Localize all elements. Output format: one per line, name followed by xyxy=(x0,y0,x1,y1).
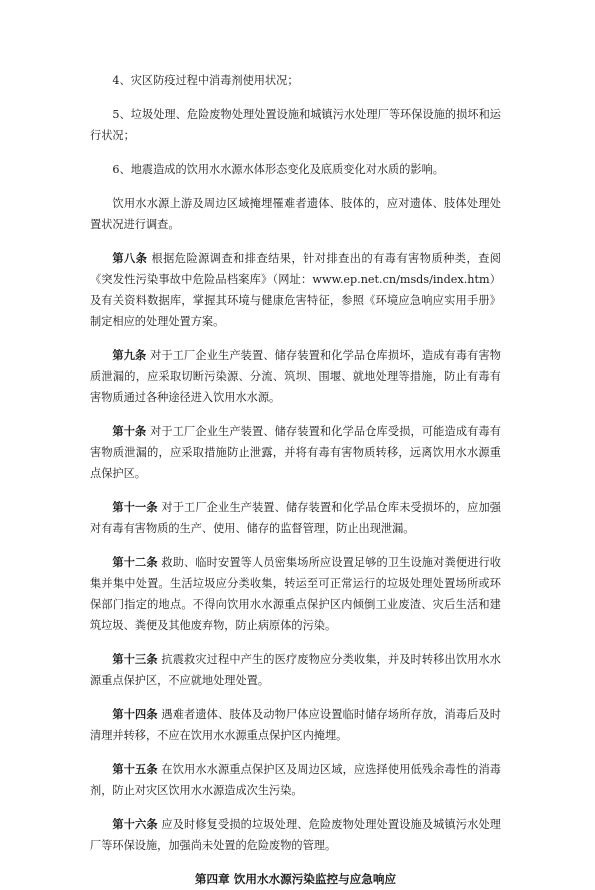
paragraph-text: 饮用水水源上游及周边区域掩埋罹难者遗体、肢体的，应对遗体、肢体处理处置状况进行调查。 xyxy=(90,197,501,231)
paragraph xyxy=(90,193,501,235)
article-text: 对于工厂企业生产装置、储存装置和化学品仓库受损，可能造成有毒有害物质泄漏的，应采取措施防止泄露，并将有毒有害物质转移，远离饮用水水源重点保护区。 xyxy=(90,425,501,480)
article-text: 遇难者遗体、肢体及动物尸体应设置临时储存场所存放，消毒后及时清理并转移，不应在饮用水水源重点保护区内掩埋。 xyxy=(90,708,501,742)
article-16 xyxy=(90,814,501,856)
article-number: 第八条 xyxy=(112,251,148,265)
article-text: 应及时修复受损的垃圾处理、危险废物处理处置设施及城镇污水处理厂等环保设施，加强尚未处置的危险废物的管理。 xyxy=(90,818,501,852)
article-8 xyxy=(90,248,501,332)
paragraph xyxy=(90,104,501,146)
paragraph-text: 4、灾区防疫过程中消毒剂使用状况； xyxy=(112,74,299,87)
article-11 xyxy=(90,497,501,539)
paragraph-text: 5、垃圾处理、危险废物处理处置设施和城镇污水处理厂等环保设施的损坏和运行状况； xyxy=(90,108,501,142)
article-12 xyxy=(90,552,501,636)
paragraph-text: 6、地震造成的饮用水水源水体形态变化及底质变化对水质的影响。 xyxy=(112,163,444,176)
article-9 xyxy=(90,345,501,408)
article-text: 救助、临时安置等人员密集场所应设置足够的卫生设施对粪便进行收集并集中处置。生活垃圾应分类收集，转运至可正常运行的垃圾处理处置场所或环保部门指定的地点。不得向饮用水水源重点保护区内倾倒工业废渣、灾后生活和建筑垃圾、粪便及其他废弃物，防止病原体的污染。 xyxy=(90,556,501,632)
article-number: 第十四条 xyxy=(112,707,158,721)
article-text: 对于工厂企业生产装置、储存装置和化学品仓库未受损坏的，应加强对有毒有害物质的生产、使用、储存的监督管理，防止出现泄漏。 xyxy=(90,501,501,535)
paragraph xyxy=(90,70,501,91)
article-text: 根据危险源调查和排查结果，针对排查出的有毒有害物质种类，查阅《突发性污染事故中危险品档案库》（网址：www.ep.net.cn/msds/index.htm）及有关资料数据库，掌握其环境与健康危害特征，参照《环境应急响应实用手册》制定相应的处理处置方案。 xyxy=(90,252,501,328)
article-text: 对于工厂企业生产装置、储存装置和化学品仓库损坏，造成有毒有害物质泄漏的，应采取切断污染源、分流、筑坝、围堰、就地处理等措施，防止有毒有害物质通过各种途径进入饮用水水源。 xyxy=(90,349,501,404)
article-number: 第十五条 xyxy=(112,762,158,776)
article-number: 第九条 xyxy=(112,348,147,362)
article-14 xyxy=(90,704,501,746)
article-number: 第十二条 xyxy=(112,555,158,569)
article-10 xyxy=(90,421,501,484)
article-text: 抗震救灾过程中产生的医疗废物应分类收集，并及时转移出饮用水水源重点保护区，不应就地处理处置。 xyxy=(90,653,501,687)
article-number: 第十条 xyxy=(112,424,147,438)
article-text: 在饮用水水源重点保护区及周边区域，应选择使用低残余毒性的消毒剂，防止对灾区饮用水水源造成次生污染。 xyxy=(90,763,501,797)
chapter-heading: 第四章 饮用水水源污染监控与应急响应 xyxy=(194,872,397,886)
article-15 xyxy=(90,759,501,801)
article-13 xyxy=(90,649,501,691)
article-number: 第十三条 xyxy=(112,652,158,666)
article-number: 第十一条 xyxy=(112,500,158,514)
article-number: 第十六条 xyxy=(112,817,158,831)
paragraph xyxy=(90,159,501,180)
